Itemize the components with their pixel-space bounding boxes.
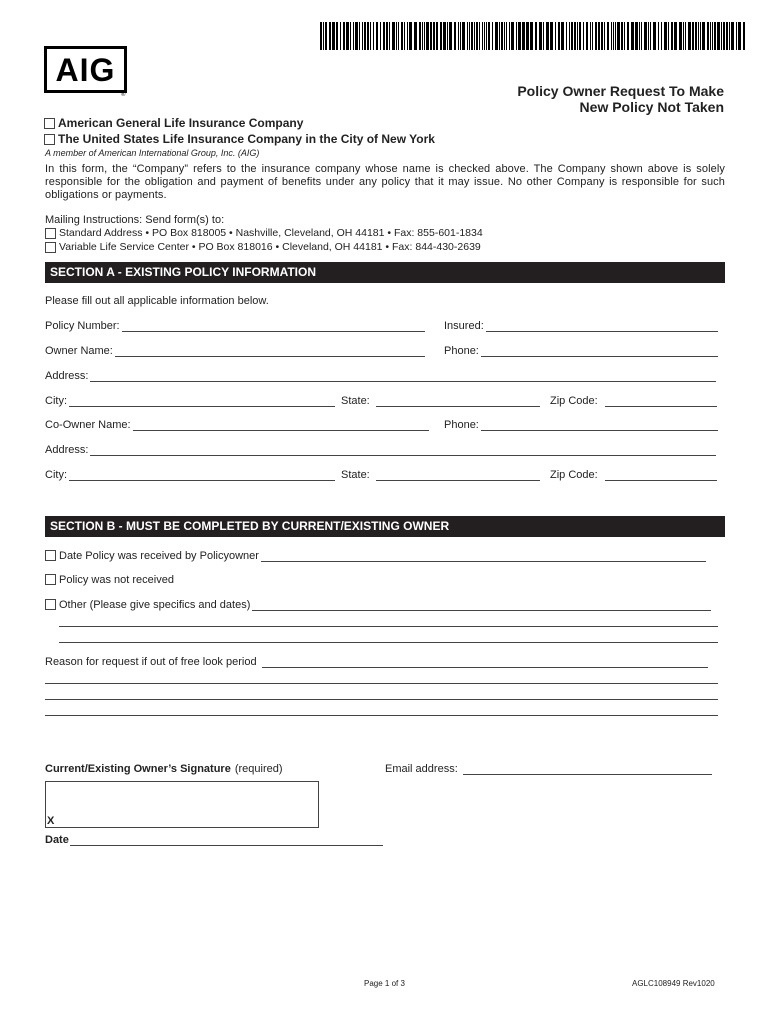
mailing-heading: Mailing Instructions: Send form(s) to: [45, 214, 225, 226]
checkbox-usl[interactable] [44, 134, 55, 145]
company-label-agl: American General Life Insurance Company [58, 116, 304, 130]
option-date-received[interactable] [45, 550, 706, 562]
mailing-option-variable[interactable] [45, 241, 481, 253]
mailing-option-standard[interactable] [45, 227, 483, 239]
date-received-label: Date Policy was received by Policyowner [59, 550, 259, 562]
member-note: A member of American International Group, Inc. (AIG) [45, 148, 260, 158]
owner-city-label: City: [45, 395, 67, 407]
mailing-label-variable: Variable Life Service Center • PO Box 818016 • Cleveland, OH 44181 • Fax: 844-430-2639 [59, 241, 481, 253]
owner-address-label: Address: [45, 370, 89, 382]
owner-state-label: State: [341, 395, 370, 407]
section-a-header: SECTION A - EXISTING POLICY INFORMATION [45, 262, 725, 283]
co-owner-name-label: Co-Owner Name: [45, 419, 131, 431]
co-owner-city-input[interactable] [69, 470, 335, 481]
aig-logo [44, 46, 127, 93]
company-option-usl[interactable] [44, 132, 435, 146]
owner-phone-field[interactable] [444, 345, 718, 357]
co-owner-address-field[interactable] [45, 444, 716, 456]
reason-input-line-4[interactable] [45, 715, 718, 716]
instructions-text: Please fill out all applicable information below. [45, 295, 269, 307]
signature-label-note: (required) [234, 763, 283, 775]
checkbox-not-received[interactable] [45, 574, 56, 585]
owner-state-field[interactable] [341, 395, 540, 407]
co-owner-zip-label: Zip Code: [550, 469, 598, 481]
owner-address-field[interactable] [45, 370, 716, 382]
checkbox-agl[interactable] [44, 118, 55, 129]
policy-number-field[interactable] [45, 320, 425, 332]
company-label-usl: The United States Life Insurance Company in the City of New York [58, 132, 435, 146]
owner-city-input[interactable] [69, 396, 335, 407]
other-label: Other (Please give specifics and dates) [59, 599, 251, 611]
form-title-line1: Policy Owner Request To Make [517, 83, 724, 99]
mailing-label-standard: Standard Address • PO Box 818005 • Nashville, Cleveland, OH 44181 • Fax: 855-601-1834 [59, 227, 483, 239]
co-owner-zip-field[interactable] [550, 469, 717, 481]
owner-address-input[interactable] [90, 371, 716, 382]
owner-name-label: Owner Name: [45, 345, 113, 357]
co-owner-state-input[interactable] [376, 470, 540, 481]
owner-city-field[interactable] [45, 395, 335, 407]
date-field[interactable] [45, 834, 383, 846]
reason-field[interactable] [45, 656, 708, 668]
signature-label-bold: Current/Existing Owner’s Signature [45, 763, 231, 775]
intro-paragraph: In this form, the “Company” refers to the insurance company whose name is checked above. The Company shown above is solely responsible for the obligation and payment of benefits under any policy that it may issue. No other Company is responsible for such obligations or payments. [45, 163, 725, 201]
logo-text: AIG [55, 52, 116, 88]
registered-mark: ® [121, 92, 126, 98]
owner-zip-field[interactable] [550, 395, 717, 407]
owner-zip-input[interactable] [605, 396, 717, 407]
not-received-label: Policy was not received [59, 574, 174, 586]
section-b-header: SECTION B - MUST BE COMPLETED BY CURRENT/EXISTING OWNER [45, 516, 725, 537]
email-input[interactable] [463, 764, 712, 775]
signature-label [45, 763, 283, 775]
signature-x: X [47, 815, 55, 827]
date-label: Date [45, 834, 69, 846]
reason-input-line-2[interactable] [45, 683, 718, 684]
policy-number-input[interactable] [122, 321, 425, 332]
co-owner-phone-field[interactable] [444, 419, 718, 431]
checkbox-other[interactable] [45, 599, 56, 610]
co-owner-state-label: State: [341, 469, 370, 481]
co-owner-state-field[interactable] [341, 469, 540, 481]
owner-zip-label: Zip Code: [550, 395, 598, 407]
section-a-instructions [45, 295, 269, 307]
co-owner-phone-label: Phone: [444, 419, 479, 431]
owner-state-input[interactable] [376, 396, 540, 407]
co-owner-address-label: Address: [45, 444, 89, 456]
co-owner-address-input[interactable] [90, 445, 716, 456]
co-owner-city-field[interactable] [45, 469, 335, 481]
option-other[interactable] [45, 599, 711, 611]
page-number: Page 1 of 3 [364, 979, 405, 988]
owner-name-field[interactable] [45, 345, 425, 357]
reason-label: Reason for request if out of free look period [45, 656, 257, 668]
company-option-agl[interactable] [44, 116, 303, 130]
reason-input-line-3[interactable] [45, 699, 718, 700]
checkbox-standard-address[interactable] [45, 228, 56, 239]
insured-label: Insured: [444, 320, 484, 332]
signature-box[interactable] [45, 781, 319, 828]
policy-number-label: Policy Number: [45, 320, 120, 332]
other-input-line-2[interactable] [59, 626, 718, 627]
barcode [320, 22, 747, 50]
other-input-line-3[interactable] [59, 642, 718, 643]
co-owner-name-input[interactable] [133, 420, 429, 431]
owner-name-input[interactable] [115, 346, 425, 357]
insured-field[interactable] [444, 320, 718, 332]
co-owner-zip-input[interactable] [605, 470, 717, 481]
owner-phone-input[interactable] [481, 346, 718, 357]
form-title-line2: New Policy Not Taken [579, 99, 724, 115]
co-owner-city-label: City: [45, 469, 67, 481]
email-label: Email address: [385, 763, 458, 775]
option-not-received[interactable] [45, 574, 174, 586]
reason-input[interactable] [262, 657, 708, 668]
checkbox-date-received[interactable] [45, 550, 56, 561]
owner-phone-label: Phone: [444, 345, 479, 357]
form-id: AGLC108949 Rev1020 [632, 979, 715, 988]
form-title [517, 83, 724, 115]
checkbox-variable-life[interactable] [45, 242, 56, 253]
date-received-input[interactable] [261, 551, 706, 562]
co-owner-phone-input[interactable] [481, 420, 718, 431]
date-input[interactable] [70, 835, 383, 846]
other-input[interactable] [252, 600, 711, 611]
insured-input[interactable] [486, 321, 718, 332]
co-owner-name-field[interactable] [45, 419, 429, 431]
email-field[interactable] [385, 763, 712, 775]
